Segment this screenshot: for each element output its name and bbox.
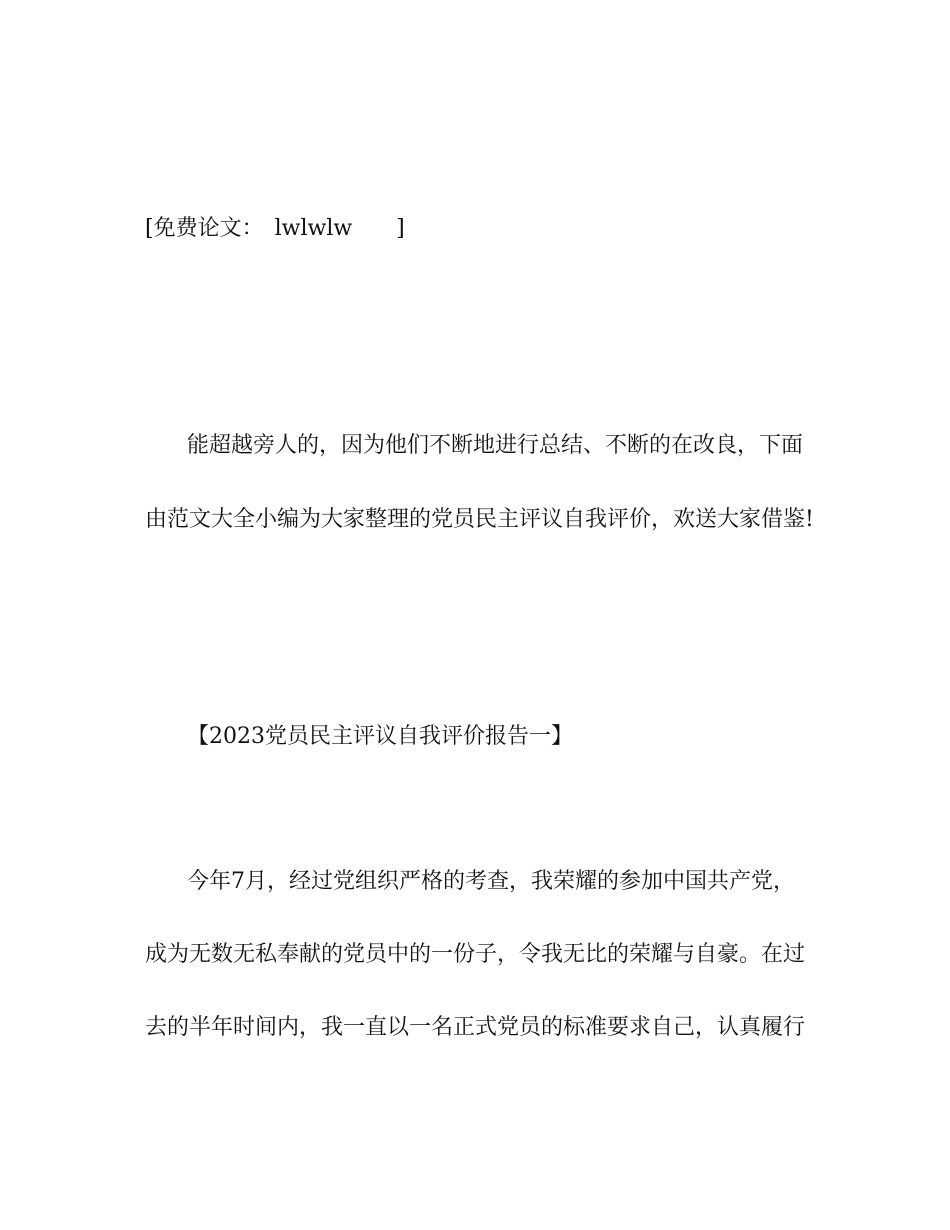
- source-note: [免费论文： lwlwlw ]: [145, 216, 405, 241]
- section-heading: 【2023党员民主评议自我评价报告一】: [187, 724, 573, 749]
- intro-paragraph-line-1: 能超越旁人的，因为他们不断地进行总结、不断的在改良，下面: [187, 433, 804, 458]
- intro-paragraph-line-2: 由范文大全小编为大家整理的党员民主评议自我评价，欢送大家借鉴!: [145, 507, 814, 532]
- body-paragraph-line-2: 成为无数无私奉献的党员中的一份子，令我无比的荣耀与自豪。在过: [145, 942, 806, 967]
- body-paragraph-line-3: 去的半年时间内，我一直以一名正式党员的标准要求自己，认真履行: [145, 1015, 806, 1040]
- body-paragraph-line-1: 今年7月，经过党组织严格的考查，我荣耀的参加中国共产党，: [187, 869, 795, 894]
